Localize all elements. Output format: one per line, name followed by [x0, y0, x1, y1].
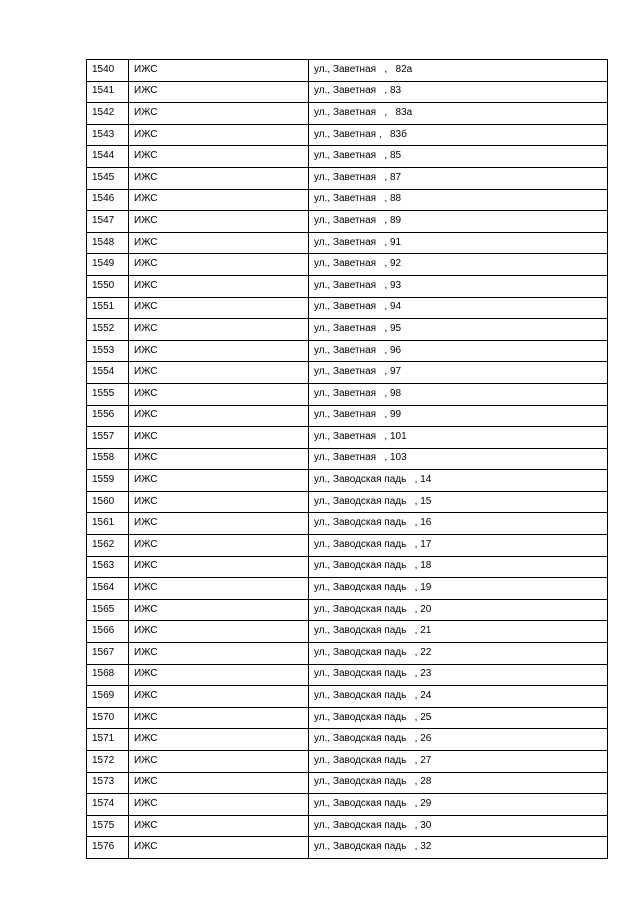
row-number-cell: 1571	[87, 729, 129, 751]
row-number-cell: 1556	[87, 405, 129, 427]
object-type-cell: ИЖС	[129, 167, 309, 189]
table-row	[87, 124, 608, 146]
object-type-cell: ИЖС	[129, 448, 309, 470]
object-type-cell: ИЖС	[129, 751, 309, 773]
row-number-cell: 1576	[87, 837, 129, 859]
address-cell: ул., Заветная , 91	[309, 232, 608, 254]
object-type-cell: ИЖС	[129, 211, 309, 233]
address-cell: ул., Заветная , 89	[309, 211, 608, 233]
table-row	[87, 556, 608, 578]
table-row	[87, 146, 608, 168]
row-number-cell: 1542	[87, 103, 129, 125]
object-type-cell: ИЖС	[129, 599, 309, 621]
object-type-cell: ИЖС	[129, 729, 309, 751]
row-number-cell: 1548	[87, 232, 129, 254]
table-row	[87, 427, 608, 449]
address-cell: ул., Заводская падь , 20	[309, 599, 608, 621]
object-type-cell: ИЖС	[129, 340, 309, 362]
object-type-cell: ИЖС	[129, 275, 309, 297]
object-type-cell: ИЖС	[129, 578, 309, 600]
object-type-cell: ИЖС	[129, 491, 309, 513]
table-row	[87, 297, 608, 319]
object-type-cell: ИЖС	[129, 232, 309, 254]
row-number-cell: 1575	[87, 815, 129, 837]
table-row	[87, 383, 608, 405]
object-type-cell: ИЖС	[129, 815, 309, 837]
row-number-cell: 1565	[87, 599, 129, 621]
table-row	[87, 254, 608, 276]
address-cell: ул., Заветная , 92	[309, 254, 608, 276]
row-number-cell: 1567	[87, 643, 129, 665]
registry-table	[86, 59, 608, 859]
table-row	[87, 81, 608, 103]
object-type-cell: ИЖС	[129, 427, 309, 449]
address-cell: ул., Заветная , 98	[309, 383, 608, 405]
address-cell: ул., Заводская падь , 28	[309, 772, 608, 794]
address-cell: ул., Заветная , 88	[309, 189, 608, 211]
object-type-cell: ИЖС	[129, 772, 309, 794]
address-cell: ул., Заветная , 82а	[309, 60, 608, 82]
row-number-cell: 1562	[87, 535, 129, 557]
row-number-cell: 1572	[87, 751, 129, 773]
address-cell: ул., Заводская падь , 23	[309, 664, 608, 686]
table-row	[87, 211, 608, 233]
address-cell: ул., Заводская падь , 17	[309, 535, 608, 557]
table-row	[87, 275, 608, 297]
table-row	[87, 319, 608, 341]
address-cell: ул., Заветная , 96	[309, 340, 608, 362]
table-row	[87, 664, 608, 686]
address-cell: ул., Заветная , 93	[309, 275, 608, 297]
row-number-cell: 1541	[87, 81, 129, 103]
object-type-cell: ИЖС	[129, 319, 309, 341]
address-cell: ул., Заводская падь , 30	[309, 815, 608, 837]
object-type-cell: ИЖС	[129, 643, 309, 665]
table-row	[87, 772, 608, 794]
address-cell: ул., Заводская падь , 21	[309, 621, 608, 643]
object-type-cell: ИЖС	[129, 470, 309, 492]
address-cell: ул., Заветная , 87	[309, 167, 608, 189]
address-cell: ул., Заводская падь , 29	[309, 794, 608, 816]
table-row	[87, 599, 608, 621]
table-row	[87, 751, 608, 773]
address-cell: ул., Заводская падь , 16	[309, 513, 608, 535]
object-type-cell: ИЖС	[129, 664, 309, 686]
address-cell: ул., Заветная , 83	[309, 81, 608, 103]
object-type-cell: ИЖС	[129, 837, 309, 859]
address-cell: ул., Заветная , 97	[309, 362, 608, 384]
table-row	[87, 362, 608, 384]
table-row	[87, 729, 608, 751]
address-cell: ул., Заводская падь , 24	[309, 686, 608, 708]
row-number-cell: 1543	[87, 124, 129, 146]
address-cell: ул., Заветная , 94	[309, 297, 608, 319]
address-cell: ул., Заводская падь , 27	[309, 751, 608, 773]
table-row	[87, 578, 608, 600]
object-type-cell: ИЖС	[129, 535, 309, 557]
address-cell: ул., Заводская падь , 32	[309, 837, 608, 859]
row-number-cell: 1554	[87, 362, 129, 384]
address-cell: ул., Заводская падь , 19	[309, 578, 608, 600]
row-number-cell: 1546	[87, 189, 129, 211]
row-number-cell: 1550	[87, 275, 129, 297]
table-row	[87, 189, 608, 211]
table-row	[87, 491, 608, 513]
row-number-cell: 1561	[87, 513, 129, 535]
object-type-cell: ИЖС	[129, 707, 309, 729]
address-cell: ул., Заветная , 83б	[309, 124, 608, 146]
address-cell: ул., Заводская падь , 15	[309, 491, 608, 513]
row-number-cell: 1553	[87, 340, 129, 362]
table-row	[87, 470, 608, 492]
address-cell: ул., Заветная , 95	[309, 319, 608, 341]
object-type-cell: ИЖС	[129, 621, 309, 643]
row-number-cell: 1563	[87, 556, 129, 578]
table-row	[87, 837, 608, 859]
table-row	[87, 707, 608, 729]
object-type-cell: ИЖС	[129, 686, 309, 708]
row-number-cell: 1570	[87, 707, 129, 729]
table-row	[87, 643, 608, 665]
table-row	[87, 60, 608, 82]
address-cell: ул., Заводская падь , 25	[309, 707, 608, 729]
object-type-cell: ИЖС	[129, 362, 309, 384]
row-number-cell: 1552	[87, 319, 129, 341]
address-cell: ул., Заветная , 85	[309, 146, 608, 168]
table-row	[87, 340, 608, 362]
object-type-cell: ИЖС	[129, 81, 309, 103]
object-type-cell: ИЖС	[129, 794, 309, 816]
row-number-cell: 1574	[87, 794, 129, 816]
object-type-cell: ИЖС	[129, 254, 309, 276]
object-type-cell: ИЖС	[129, 405, 309, 427]
table-row	[87, 167, 608, 189]
row-number-cell: 1551	[87, 297, 129, 319]
address-cell: ул., Заводская падь , 14	[309, 470, 608, 492]
row-number-cell: 1568	[87, 664, 129, 686]
row-number-cell: 1547	[87, 211, 129, 233]
row-number-cell: 1560	[87, 491, 129, 513]
row-number-cell: 1573	[87, 772, 129, 794]
row-number-cell: 1545	[87, 167, 129, 189]
object-type-cell: ИЖС	[129, 189, 309, 211]
table-row	[87, 794, 608, 816]
row-number-cell: 1558	[87, 448, 129, 470]
row-number-cell: 1549	[87, 254, 129, 276]
table-row	[87, 621, 608, 643]
object-type-cell: ИЖС	[129, 556, 309, 578]
object-type-cell: ИЖС	[129, 383, 309, 405]
table-row	[87, 686, 608, 708]
address-cell: ул., Заводская падь , 18	[309, 556, 608, 578]
object-type-cell: ИЖС	[129, 513, 309, 535]
object-type-cell: ИЖС	[129, 146, 309, 168]
row-number-cell: 1566	[87, 621, 129, 643]
row-number-cell: 1540	[87, 60, 129, 82]
row-number-cell: 1564	[87, 578, 129, 600]
object-type-cell: ИЖС	[129, 297, 309, 319]
registry-table-body	[87, 60, 608, 859]
row-number-cell: 1544	[87, 146, 129, 168]
table-row	[87, 513, 608, 535]
object-type-cell: ИЖС	[129, 124, 309, 146]
address-cell: ул., Заветная , 99	[309, 405, 608, 427]
address-cell: ул., Заводская падь , 22	[309, 643, 608, 665]
table-row	[87, 405, 608, 427]
object-type-cell: ИЖС	[129, 60, 309, 82]
address-cell: ул., Заветная , 101	[309, 427, 608, 449]
table-row	[87, 815, 608, 837]
row-number-cell: 1569	[87, 686, 129, 708]
table-row	[87, 103, 608, 125]
object-type-cell: ИЖС	[129, 103, 309, 125]
address-cell: ул., Заветная , 83а	[309, 103, 608, 125]
table-row	[87, 535, 608, 557]
table-row	[87, 232, 608, 254]
row-number-cell: 1555	[87, 383, 129, 405]
address-cell: ул., Заводская падь , 26	[309, 729, 608, 751]
table-row	[87, 448, 608, 470]
row-number-cell: 1557	[87, 427, 129, 449]
address-cell: ул., Заветная , 103	[309, 448, 608, 470]
row-number-cell: 1559	[87, 470, 129, 492]
